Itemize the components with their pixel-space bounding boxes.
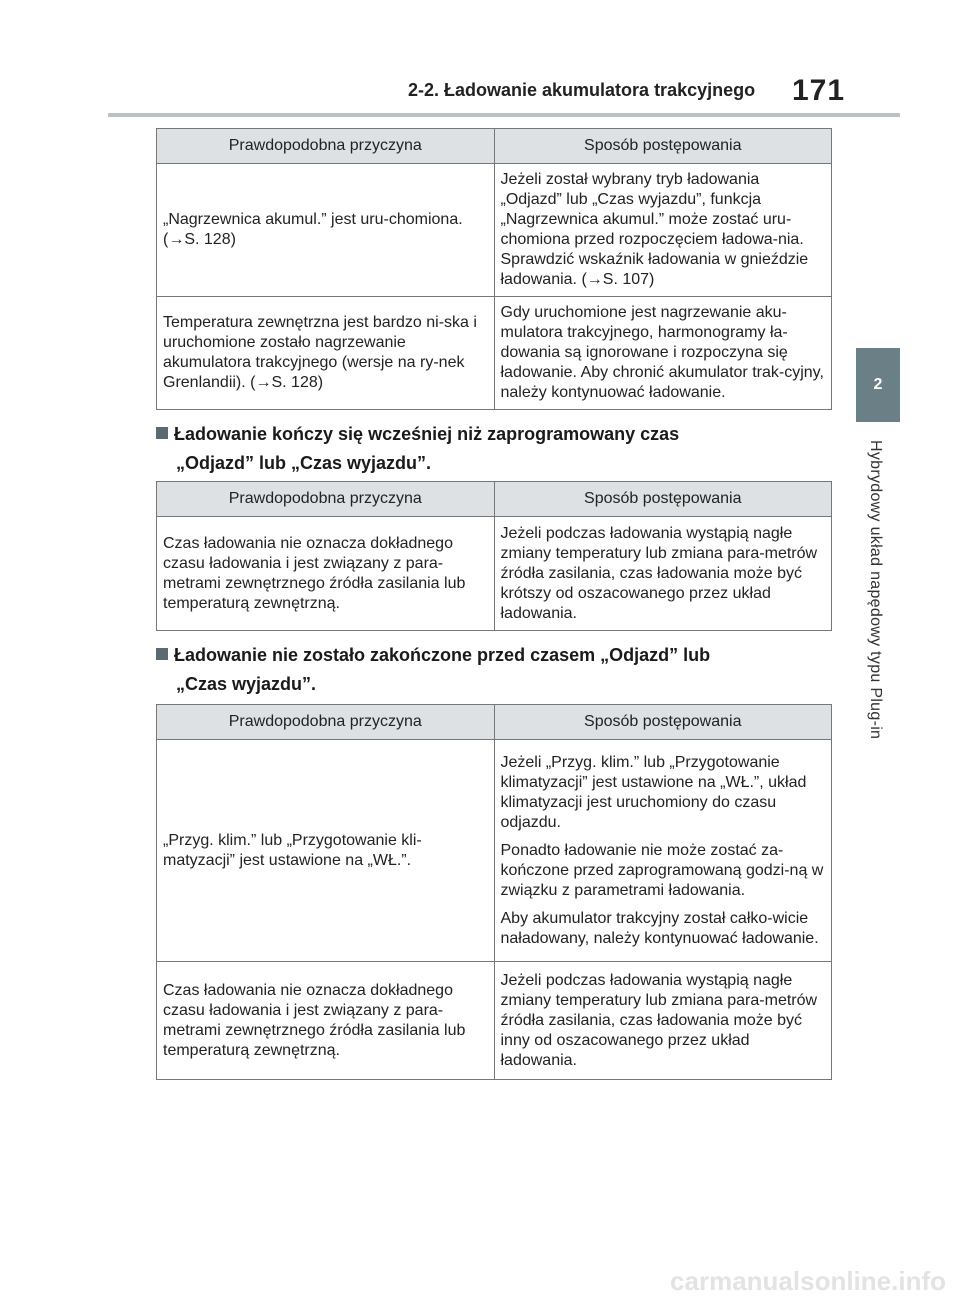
header-remedy: Sposób postępowania (494, 482, 832, 517)
cause-cell: Czas ładowania nie oznacza dokładnego czasu ładowania i jest związany z para-metrami zewnętrznego źródła zasilania lub temperaturą zewnętrzną. (157, 962, 495, 1080)
table-header-row (157, 705, 832, 740)
cause-cell: „Przyg. klim.” lub „Przygotowanie kli-matyzacji” jest ustawione na „WŁ.”. (157, 740, 495, 962)
remedy-cell (494, 962, 832, 1080)
troubleshooting-table-3 (156, 704, 832, 1080)
remedy-text: Gdy uruchomione jest nagrzewanie aku-mulatora trakcyjnego, harmonogramy ła-dowania są ignorowane i rozpoczyna się ładowanie. Aby chronić akumulator trak-cyjny, należy kontynuować ładowanie. (500, 304, 824, 401)
remedy-text: Jeżeli podczas ładowania wystąpią nagłe zmiany temperatury lub zmiana para-metrów źródła zasilania, czas ładowania może być krótszy od oszacowanego przez układ ładowania. (500, 524, 818, 622)
square-bullet-icon (156, 648, 168, 660)
table-row (157, 962, 832, 1080)
cause-cell: Temperatura zewnętrzna jest bardzo ni-ska i uruchomione zostało nagrzewanie akumulatora trakcyjnego (wersje na ry-nek Grenlandii). (→S. 128) (157, 297, 495, 410)
page-number: 171 (792, 74, 846, 107)
section-title: 2-2. Ładowanie akumulatora trakcyjnego (408, 80, 756, 100)
header-cause: Prawdopodobna przyczyna (157, 705, 495, 740)
section-heading-line1: Ładowanie kończy się wcześniej niż zaprogramowany czas (174, 424, 680, 444)
remedy-text: Jeżeli podczas ładowania wystąpią nagłe zmiany temperatury lub zmiana para-metrów źródła zasilania, czas ładowania może być inny od oszacowanego przez układ ładowania. (500, 971, 818, 1069)
remedy-text: Jeżeli został wybrany tryb ładowania „Odjazd” lub „Czas wyjazdu”, funkcja „Nagrzewnica akumul.” może zostać uru-chomiona przed rozpoczęciem ładowa-nia. Sprawdzić wskaźnik ładowania w gnieździe ładowania. (→S. 107) (500, 171, 809, 288)
header-remedy: Sposób postępowania (494, 129, 832, 164)
remedy-text: Jeżeli „Przyg. klim.” lub „Przygotowanie klimatyzacji” jest ustawione na „WŁ.”, układ klimatyzacji jest uruchomiony do czasu odjazdu. (500, 753, 807, 831)
remedy-text: Ponadto ładowanie nie może zostać za-kończone przed zaprogramowaną godzi-ną w związku z parametrami ładowania. (500, 841, 824, 899)
troubleshooting-table-1 (156, 128, 832, 410)
table-header-row (157, 482, 832, 517)
section-heading-line2: „Odjazd” lub „Czas wyjazdu”. (176, 453, 432, 473)
chapter-tab: 2 (856, 348, 900, 422)
remedy-cell (494, 164, 832, 297)
header-cause: Prawdopodobna przyczyna (157, 129, 495, 164)
section-heading-not-finished (156, 641, 710, 699)
header-cause: Prawdopodobna przyczyna (157, 482, 495, 517)
table-row (157, 517, 832, 631)
table-row (157, 164, 832, 297)
cause-cell: „Nagrzewnica akumul.” jest uru-chomiona. (→S. 128) (157, 164, 495, 297)
remedy-cell (494, 740, 832, 962)
section-heading-line1: Ładowanie nie zostało zakończone przed czasem „Odjazd” lub (174, 645, 711, 665)
remedy-text: Aby akumulator trakcyjny został całko-wicie naładowany, należy kontynuować ładowanie. (500, 909, 819, 947)
remedy-cell (494, 297, 832, 410)
table-header-row (157, 129, 832, 164)
table-row (157, 740, 832, 962)
square-bullet-icon (156, 427, 168, 439)
cause-cell: Czas ładowania nie oznacza dokładnego czasu ładowania i jest związany z para-metrami zewnętrznego źródła zasilania lub temperaturą zewnętrzną. (157, 517, 495, 631)
watermark: carmanualsonline.info (670, 1266, 946, 1296)
section-heading-line2: „Czas wyjazdu”. (176, 674, 317, 694)
troubleshooting-table-2 (156, 481, 832, 631)
remedy-cell (494, 517, 832, 631)
section-heading-early-finish (156, 420, 679, 478)
chapter-label: Hybrydowy układ napędowy typu Plug-in (867, 440, 884, 740)
table-row (157, 297, 832, 410)
header-divider (108, 113, 900, 117)
header-remedy: Sposób postępowania (494, 705, 832, 740)
